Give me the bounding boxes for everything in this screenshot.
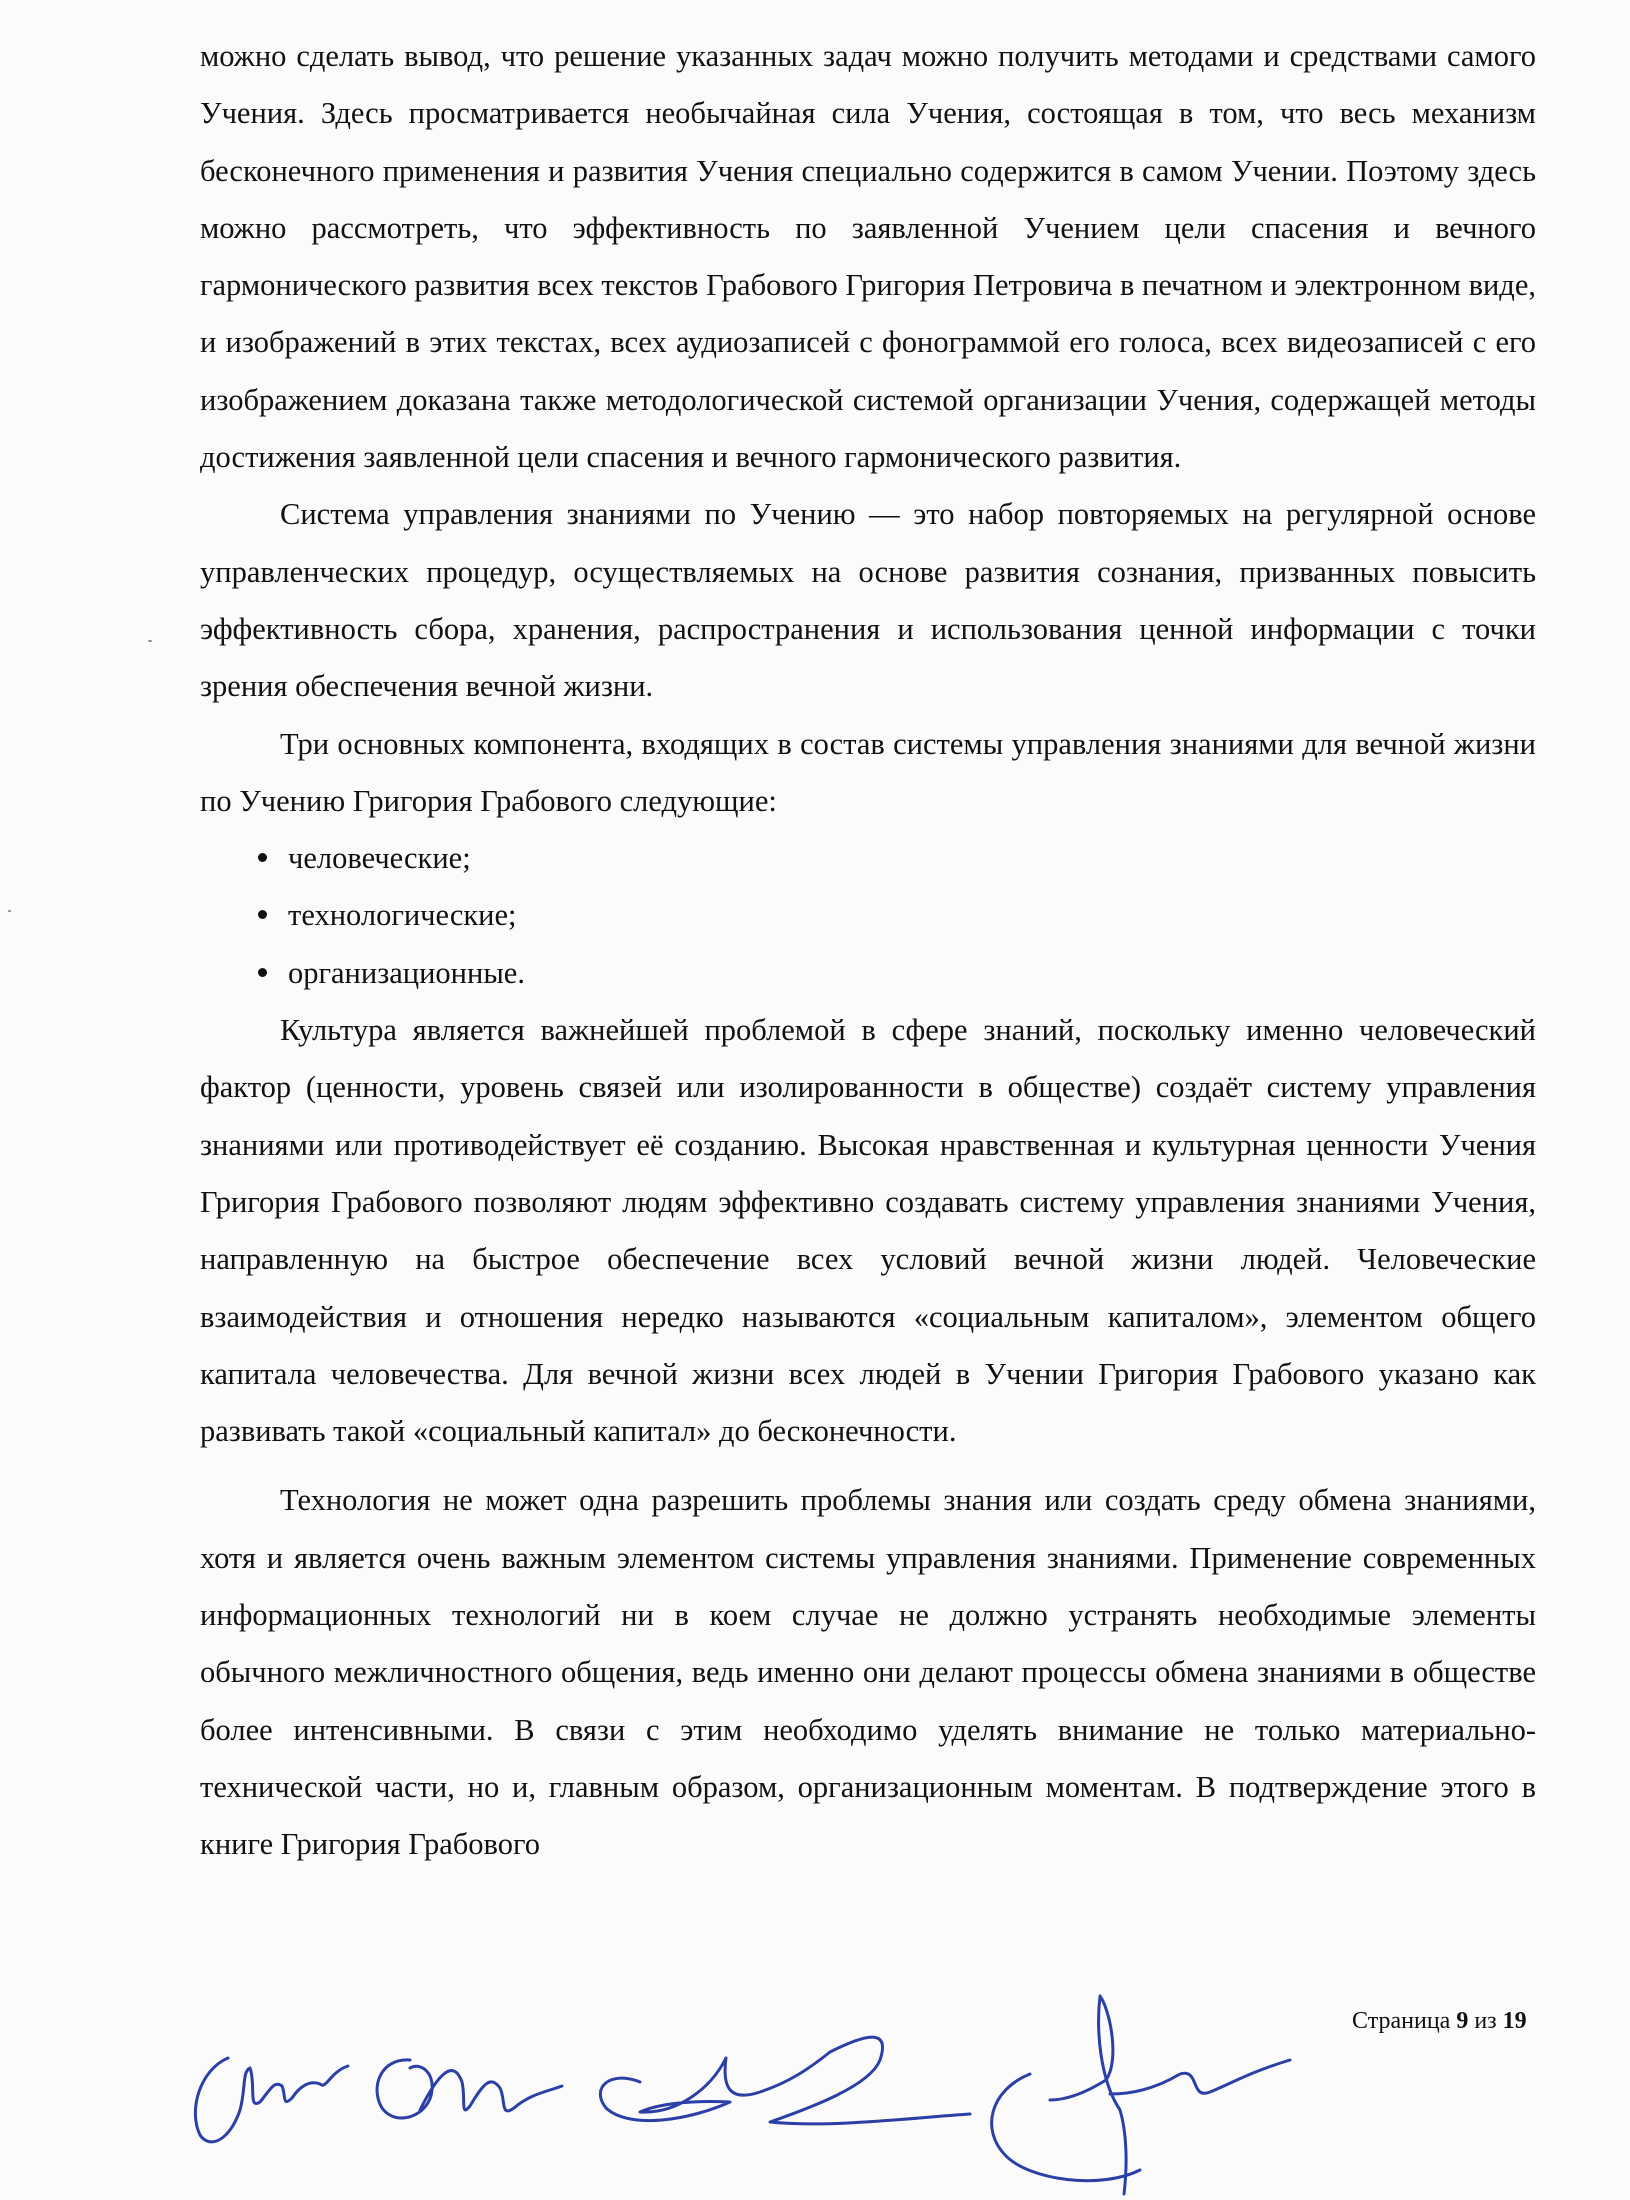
bullet-icon <box>258 853 267 862</box>
page-of: из <box>1474 2008 1497 2034</box>
list-item <box>288 945 1536 1002</box>
bullet-icon <box>258 968 267 977</box>
signature-4 <box>992 1996 1290 2194</box>
signature-2 <box>377 2060 562 2118</box>
paragraph-5: Технология не может одна разрешить проблемы знания или создать среду обмена знаниями, хотя и является очень важным элементом системы управления знаниями. Применение современных информационных технологий ни в коем случае не должно устранять необходимые элементы обычного межличностного общения, ведь именно они делают процессы обмена знаниями в обществе более интенсивными. В связи с этим необходимо уделять внимание не только материально-технической части, но и, главным образом, организационным моментам. В подтверждение этого в книге Григория Грабового <box>200 1483 1536 1862</box>
signature-1 <box>195 2058 348 2142</box>
list-item-label: человеческие; <box>288 841 471 876</box>
list-item-label: организационные. <box>288 955 525 990</box>
signatures <box>170 1990 1330 2200</box>
page-total: 19 <box>1502 2008 1527 2034</box>
page-label: Страница <box>1352 2008 1451 2034</box>
paragraph-1: можно сделать вывод, что решение указанных задач можно получить методами и средствами самого Учения. Здесь просматривается необычайная сила Учения, состоящая в том, что весь механизм бесконечного применения и развития Учения специально содержится в самом Учении. Поэтому здесь можно рассмотреть, что эффективность по заявленной Учением цели спасения и вечного гармонического развития всех текстов Грабового Григория Петровича в печатном и электронном виде, и изображений в этих текстах, всех аудиозаписей с фонограммой его голоса, всех видеозаписей с его изображением доказана также методологической системой организации Учения, содержащей методы достижения заявленной цели спасения и вечного гармонического развития. <box>200 39 1536 475</box>
list-item-label: технологические; <box>288 898 517 933</box>
scan-speck <box>8 910 11 912</box>
components-list <box>200 830 1536 1002</box>
paragraph-2: Система управления знаниями по Учению — это набор повторяемых на регулярной основе управленческих процедур, осуществляемых на основе развития сознания, призванных повысить эффективность сбора, хранения, распространения и использования ценной информации с точки зрения обеспечения вечной жизни. <box>200 497 1536 704</box>
page-number <box>1352 2008 1527 2035</box>
signature-3 <box>600 2037 970 2124</box>
paragraph-3: Три основных компонента, входящих в состав системы управления знаниями для вечной жизни по Учению Григория Грабового следующие: <box>200 726 1536 818</box>
bullet-icon <box>258 910 267 919</box>
body-text <box>200 28 1536 1874</box>
scan-speck <box>148 640 152 642</box>
page-current: 9 <box>1456 2008 1469 2034</box>
list-item <box>288 830 1536 887</box>
list-item <box>288 887 1536 944</box>
paragraph-4: Культура является важнейшей проблемой в сфере знаний, поскольку именно человеческий фактор (ценности, уровень связей или изолированности в обществе) создаёт систему управления знаниями или противодействует её созданию. Высокая нравственная и культурная ценности Учения Григория Грабового позволяют людям эффективно создавать систему управления знаниями Учения, направленную на быстрое обеспечение всех условий вечной жизни людей. Человеческие взаимодействия и отношения нередко называются «социальным капиталом», элементом общего капитала человечества. Для вечной жизни всех людей в Учении Григория Грабового указано как развивать такой «социальный капитал» до бесконечности. <box>200 1013 1536 1449</box>
